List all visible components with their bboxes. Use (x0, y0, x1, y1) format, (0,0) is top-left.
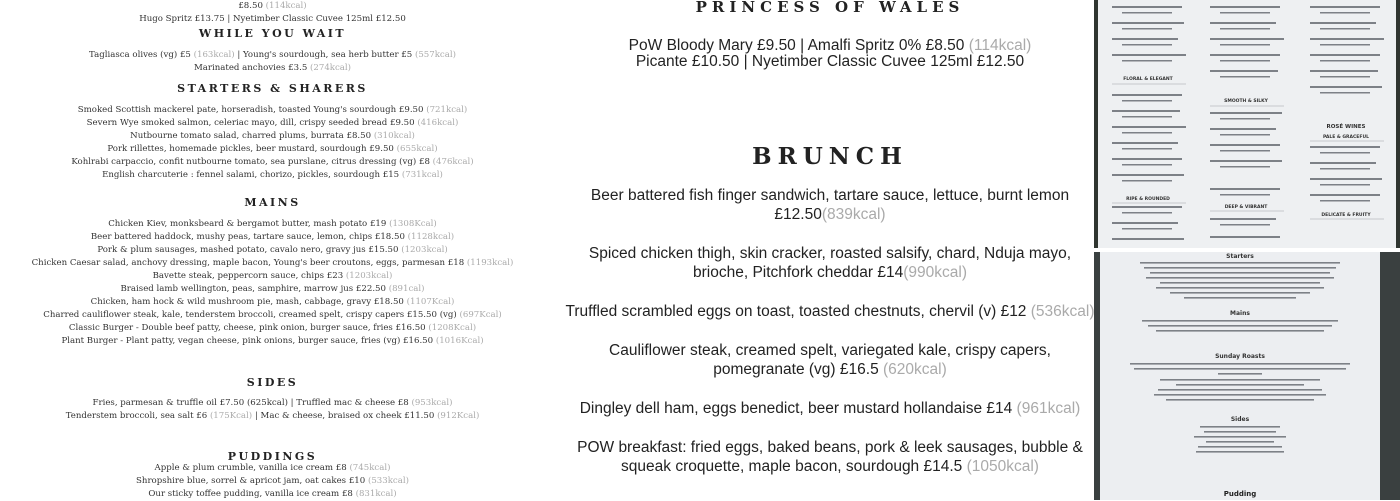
menu-item: Shropshire blue, sorrel & apricot jam, oat cakes £10 (533kcal) (136, 476, 409, 486)
menu-item: Bavette steak, peppercorn sauce, chips £23 (1203kcal) (152, 271, 393, 281)
brunch-item: Truffled scrambled eggs on toast, toasted chestnuts, chervil (v) £12 (536kcal) (565, 303, 1095, 320)
menu-item: Pork & plum sausages, mashed potato, cavalo nero, gravy jus £15.50 (1203kcal) (97, 245, 448, 255)
menu-item: Fries, parmesan & truffle oil £7.50 (625kcal) | Truffled mac & cheese £8 (953kcal) (92, 398, 453, 408)
food-menu-column (0, 0, 545, 500)
menu-item: Kohlrabi carpaccio, confit nutbourne tomato, sea purslane, citrus dressing (vg) £8 (476kcal) (71, 157, 474, 167)
brunch-menu-column (560, 0, 1100, 500)
brunch-item: Dingley dell ham, eggs benedict, beer mustard hollandaise £14 (961kcal) (579, 400, 1081, 417)
wine-list-lines (1098, 0, 1396, 248)
brunch-heading: BRUNCH (752, 143, 908, 170)
menu-item: Smoked Scottish mackerel pate, horseradish, toasted Young's sourdough £9.50 (721kcal) (77, 105, 468, 115)
brunch-item: Cauliflower steak, creamed spelt, variegated kale, crispy capers, pomegranate (vg) £16.5 (620kcal) (609, 342, 1051, 378)
section-heading-starters: STARTERS & SHARERS (177, 82, 368, 95)
menu-line: £8.50 (114kcal) (238, 1, 307, 11)
menu-line: Hugo Spritz £13.75 | Nyetimber Classic Cuvee 125ml £12.50 (139, 14, 406, 24)
food-menu-photo (1094, 252, 1400, 500)
menu-item: Tagliasca olives (vg) £5 (163kcal) | Young's sourdough, sea herb butter £5 (557kcal) (89, 50, 456, 60)
wine-heading: DEEP & VIBRANT (1224, 205, 1268, 210)
food-heading: Sunday Roasts (1215, 353, 1265, 360)
drinks-line: PoW Bloody Mary £9.50 | Amalfi Spritz 0% £8.50 (114kcal) (628, 37, 1032, 54)
food-menu-paper (1100, 252, 1380, 500)
menu-item: English charcuterie : fennel salami, chorizo, pickles, sourdough £15 (731kcal) (102, 170, 443, 180)
menu-item: Apple & plum crumble, vanilla ice cream £8 (745kcal) (154, 463, 391, 473)
menu-item: Chicken Caesar salad, anchovy dressing, maple bacon, Young's beer croutons, eggs, parmesan £18 (1193kcal) (31, 258, 514, 268)
wine-heading: DELICATE & FRUITY (1321, 213, 1371, 218)
menu-item: Plant Burger - Plant patty, vegan cheese, pink onions, burger sauce, fries (vg) £16.50 (1016Kcal) (61, 336, 484, 346)
section-heading-while-you-wait: WHILE YOU WAIT (198, 27, 347, 40)
brunch-item: Spiced chicken thigh, skin cracker, roasted salsify, chard, Nduja mayo, brioche, Pitchfork cheddar £14(990kcal) (588, 245, 1072, 281)
food-heading: Sides (1230, 416, 1250, 423)
food-heading: Starters (1226, 253, 1254, 260)
menu-item: Pork rillettes, homemade pickles, beer mustard, sourdough £9.50 (655kcal) (107, 144, 438, 154)
wine-heading: ROSÉ WINES (1326, 124, 1366, 130)
menu-item: Our sticky toffee pudding, vanilla ice cream £8 (831kcal) (148, 489, 397, 499)
wine-heading: PALE & GRACEFUL (1323, 135, 1369, 140)
restaurant-title: PRINCESS OF WALES (695, 0, 965, 16)
menu-item: Classic Burger - Double beef patty, cheese, pink onion, burger sauce, fries £16.50 (1208Kcal) (68, 323, 477, 333)
menu-item: Beer battered haddock, mushy peas, tartare sauce, lemon, chips £18.50 (1128kcal) (90, 232, 455, 242)
food-heading: Pudding (1223, 490, 1257, 498)
menu-item: Severn Wye smoked salmon, celeriac mayo, dill, crispy seeded bread £9.50 (416kcal) (86, 118, 459, 128)
wine-list-paper (1098, 0, 1396, 248)
menu-item: Charred cauliflower steak, kale, tenderstem broccoli, creamed spelt, crispy capers £15.50 (vg) (697Kcal) (43, 310, 502, 320)
menu-item: Tenderstem broccoli, sea salt £6 (175Kcal) | Mac & cheese, braised ox cheek £11.50 (912Kcal) (65, 411, 480, 421)
food-heading: Mains (1230, 310, 1250, 317)
menu-item: Braised lamb wellington, peas, samphire, marrow jus £22.50 (891cal) (120, 284, 425, 294)
wine-heading: RIPE & ROUNDED (1126, 197, 1170, 202)
menu-item: Chicken, ham hock & wild mushroom pie, mash, cabbage, gravy £18.50 (1107Kcal) (90, 297, 455, 307)
drinks-line: Picante £10.50 | Nyetimber Classic Cuvee 125ml £12.50 (635, 53, 1025, 70)
menu-item: Marinated anchovies £3.5 (274kcal) (193, 63, 352, 73)
wine-heading: FLORAL & ELEGANT (1123, 77, 1173, 82)
wine-heading: SMOOTH & SILKY (1224, 99, 1268, 104)
menu-item: Nutbourne tomato salad, charred plums, burrata £8.50 (310kcal) (130, 131, 415, 141)
section-heading-puddings: PUDDINGS (227, 450, 318, 463)
food-menu-lines (1100, 252, 1380, 500)
section-heading-sides: SIDES (246, 376, 299, 389)
section-heading-mains: MAINS (244, 196, 301, 209)
brunch-item: POW breakfast: fried eggs, baked beans, pork & leek sausages, bubble & squeak croquette, maple bacon, sourdough £14.5 (1050kcal) (577, 439, 1083, 475)
brunch-item: Beer battered fish finger sandwich, tartare sauce, lettuce, burnt lemon £12.50(839kcal) (590, 187, 1070, 223)
wine-list-photo (1094, 0, 1400, 248)
menu-item: Chicken Kiev, monksbeard & bergamot butter, mash potato £19 (1308Kcal) (108, 219, 437, 229)
